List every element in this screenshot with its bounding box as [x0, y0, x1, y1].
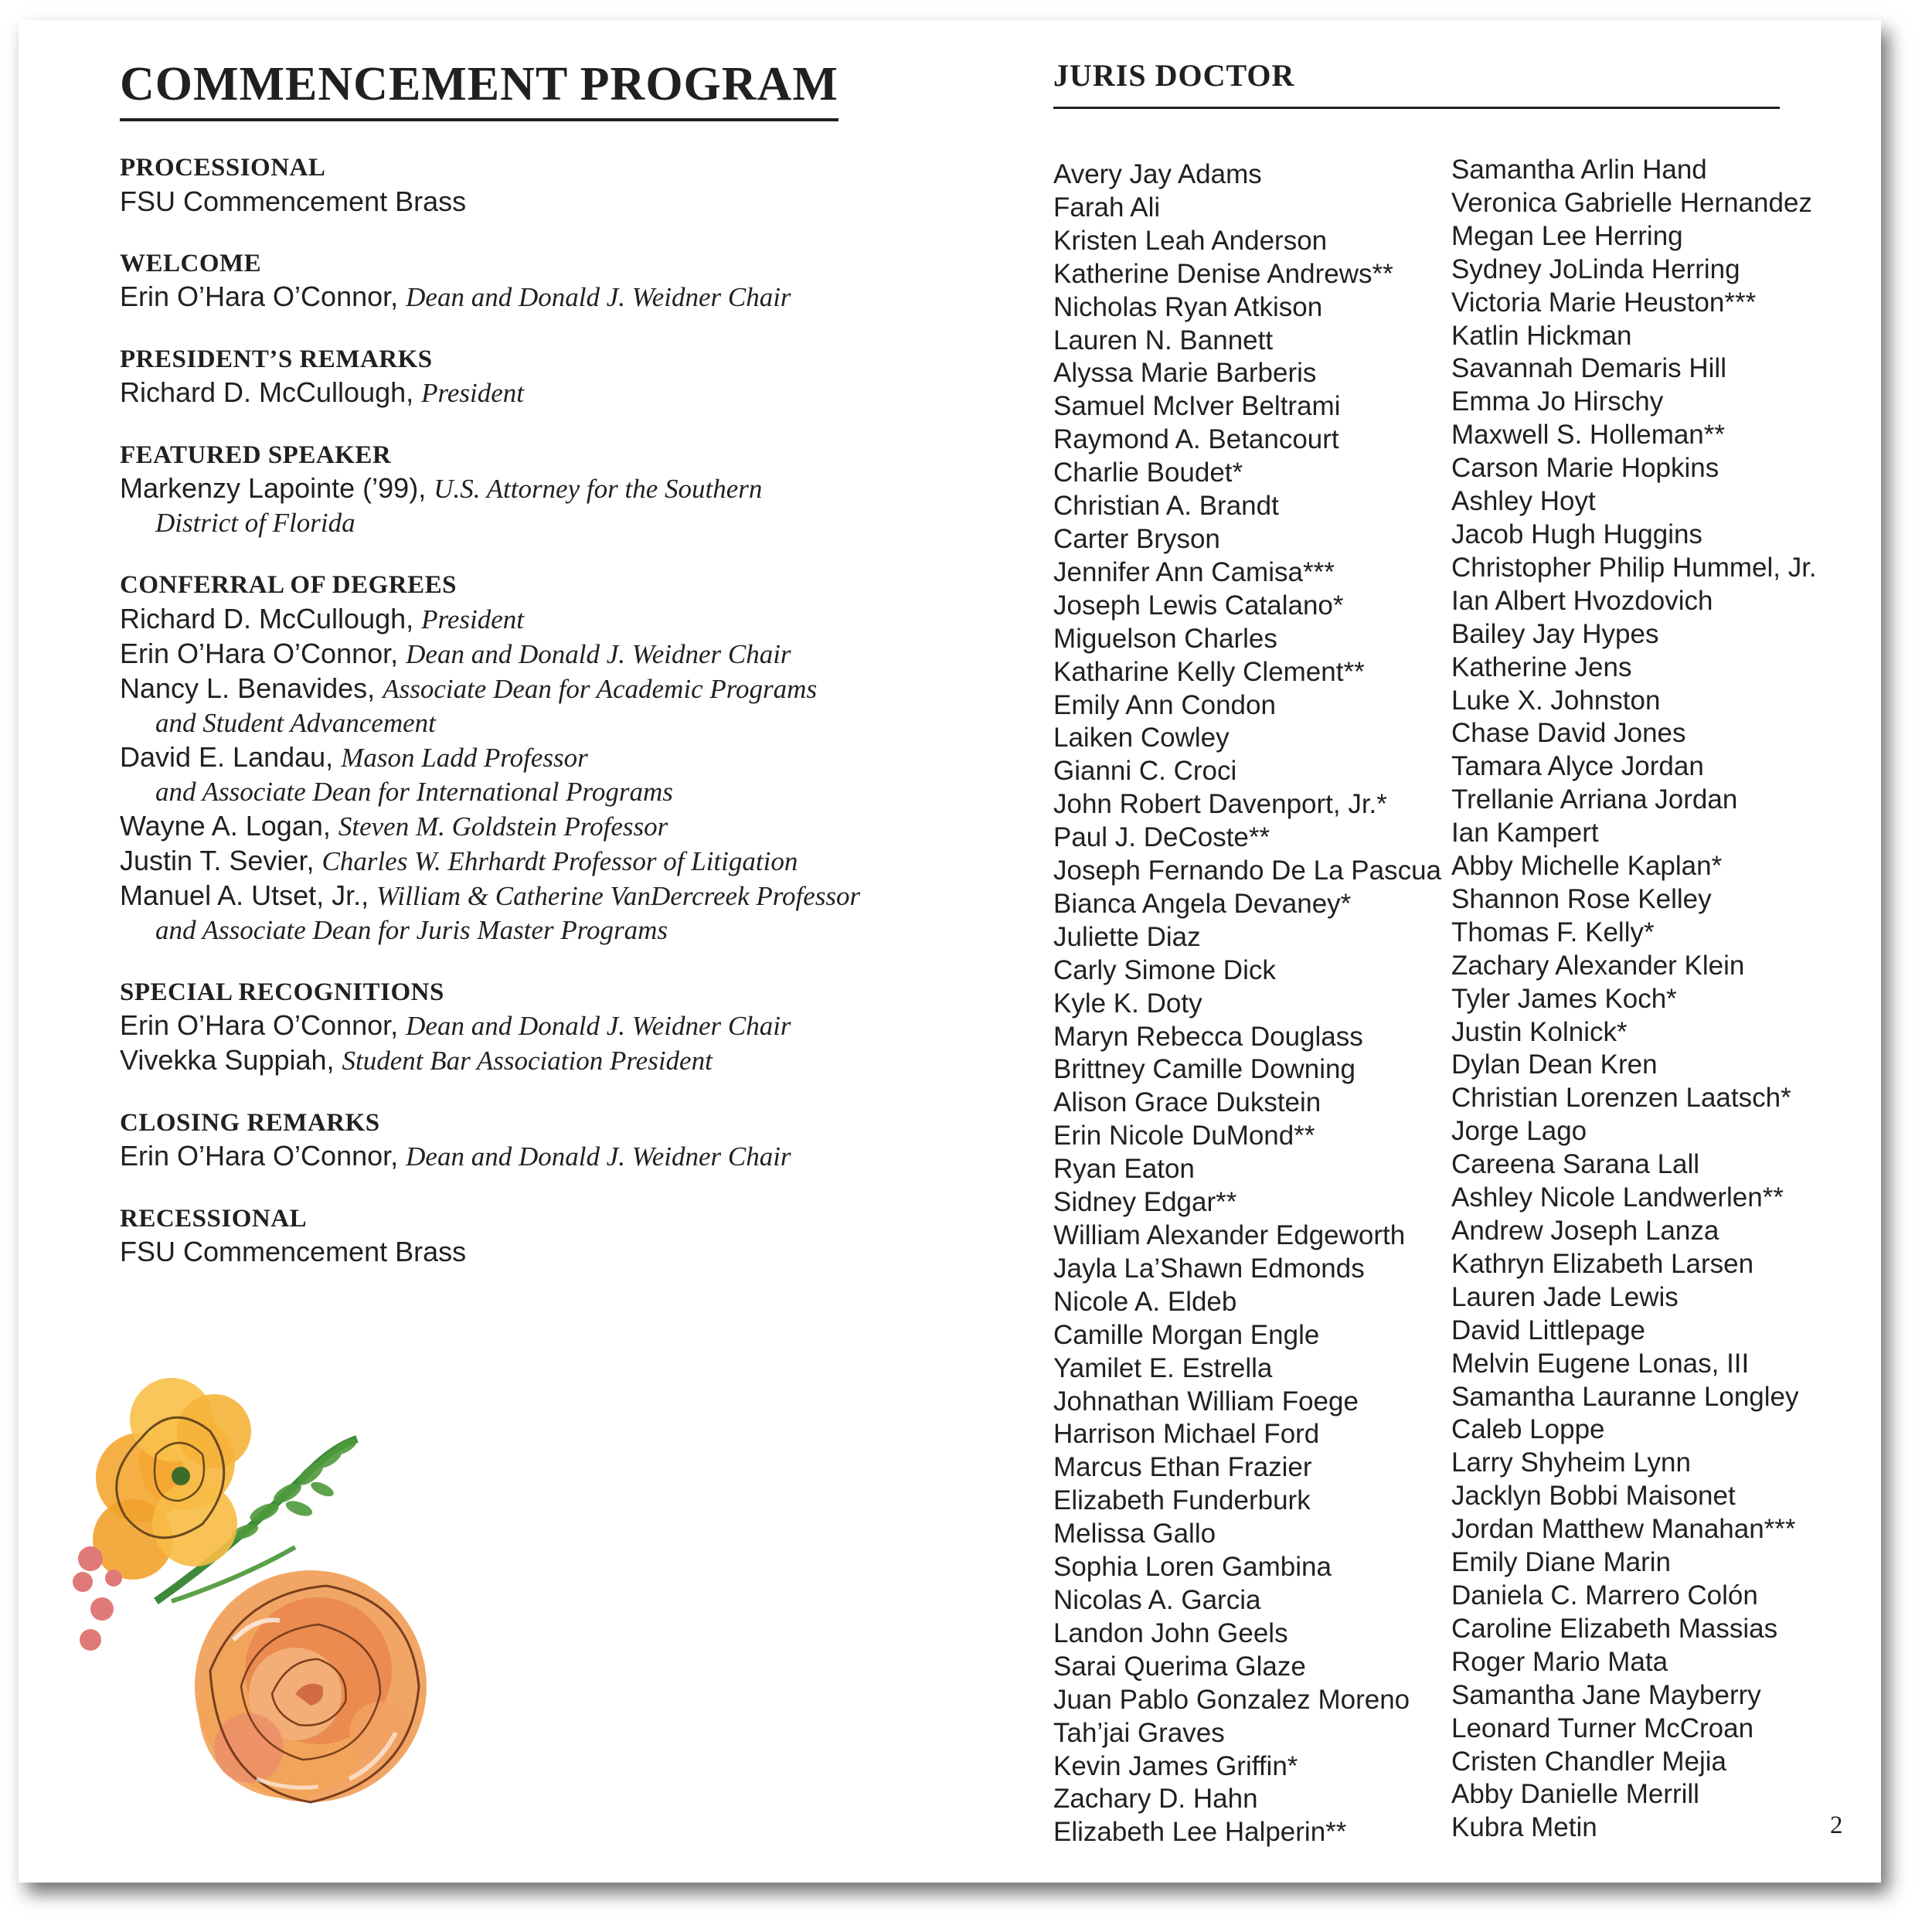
entry-role: Steven M. Goldstein Professor: [338, 811, 668, 842]
graduate-name: Bailey Jay Hypes: [1451, 618, 1659, 649]
graduate-name: Megan Lee Herring: [1451, 220, 1683, 251]
graduate-name: Roger Mario Mata: [1451, 1646, 1668, 1677]
graduate-name: Emma Jo Hirschy: [1451, 386, 1664, 417]
graduate-name: Victoria Marie Heuston***: [1451, 287, 1757, 318]
graduate-name: Jorge Lago: [1451, 1116, 1587, 1147]
entry-role: Mason Ladd Professor: [341, 742, 588, 773]
graduate-name: Jacob Hugh Huggins: [1451, 519, 1702, 549]
graduate-name: Elizabeth Funderburk: [1053, 1485, 1311, 1516]
graduate-name: Sidney Edgar**: [1053, 1187, 1237, 1218]
graduate-name: Juan Pablo Gonzalez Moreno: [1053, 1684, 1410, 1715]
program-entry: [120, 1235, 893, 1269]
graduate-name: Savannah Demaris Hill: [1451, 353, 1726, 384]
graduate-name: Carson Marie Hopkins: [1451, 453, 1719, 484]
graduate-name: Alyssa Marie Barberis: [1053, 358, 1317, 389]
graduate-name: Luke X. Johnston: [1451, 685, 1661, 716]
entry-role: Associate Dean for Academic Programs: [383, 673, 818, 704]
graduate-name: Samantha Jane Mayberry: [1451, 1679, 1761, 1710]
graduate-name: Paul J. DeCoste**: [1053, 822, 1270, 853]
graduate-name: Carter Bryson: [1053, 523, 1220, 554]
graduate-name: Dylan Dean Kren: [1451, 1049, 1658, 1080]
graduate-name: Emily Ann Condon: [1053, 689, 1276, 720]
graduate-name: Ryan Eaton: [1053, 1154, 1195, 1185]
graduate-name: Jennifer Ann Camisa***: [1053, 556, 1335, 587]
entry-name: Wayne A. Logan,: [120, 809, 331, 842]
graduate-name: Landon John Geels: [1053, 1617, 1288, 1648]
graduate-name: Marcus Ethan Frazier: [1053, 1452, 1312, 1483]
graduate-name: Emily Diane Marin: [1451, 1547, 1671, 1578]
graduate-name: Ashley Nicole Landwerlen**: [1451, 1182, 1784, 1213]
graduate-name: Katherine Jens: [1451, 651, 1632, 682]
graduate-name: Johnathan William Foege: [1053, 1386, 1359, 1417]
entry-name: Richard D. McCullough,: [120, 376, 414, 409]
graduate-name: Cristen Chandler Mejia: [1451, 1746, 1726, 1777]
graduate-name: Jacklyn Bobbi Maisonet: [1451, 1481, 1736, 1512]
graduates-column: [1053, 57, 1817, 1848]
entry-role-continued: and Associate Dean for International Programs: [155, 776, 673, 807]
entry-name: Justin T. Sevier,: [120, 844, 315, 876]
graduate-name: Melissa Gallo: [1053, 1519, 1216, 1549]
program-entry: [120, 1009, 893, 1043]
entry-role: Dean and Donald J. Weidner Chair: [406, 638, 791, 669]
entry-name: FSU Commencement Brass: [120, 1236, 467, 1268]
program-entry: [120, 809, 893, 844]
graduate-name: Thomas F. Kelly*: [1451, 917, 1655, 947]
program-entry: [120, 672, 893, 740]
graduate-name: Nicholas Ryan Atkison: [1053, 291, 1323, 322]
section-heading: PROCESSIONAL: [120, 154, 326, 182]
graduate-name: Miguelson Charles: [1053, 623, 1277, 654]
graduate-name: Harrison Michael Ford: [1053, 1419, 1320, 1450]
entry-role: Dean and Donald J. Weidner Chair: [406, 1010, 791, 1041]
graduate-name: Justin Kolnick*: [1451, 1016, 1628, 1047]
graduate-name: Abby Michelle Kaplan*: [1451, 851, 1723, 882]
section-heading: PRESIDENT’S REMARKS: [120, 345, 433, 373]
degree-heading: JURIS DOCTOR: [1053, 57, 1780, 109]
section-heading: CONFERRAL OF DEGREES: [120, 571, 457, 600]
entry-name: Richard D. McCullough,: [120, 602, 414, 634]
entry-name: Markenzy Lapointe (’99),: [120, 472, 427, 505]
graduate-name: Shannon Rose Kelley: [1451, 883, 1712, 914]
entry-role: President: [421, 378, 525, 409]
graduate-name: John Robert Davenport, Jr.*: [1053, 789, 1387, 820]
graduate-name: Kathryn Elizabeth Larsen: [1451, 1248, 1754, 1279]
entry-name: David E. Landau,: [120, 740, 334, 773]
program-entry: [120, 844, 893, 879]
graduate-name: Christian A. Brandt: [1053, 491, 1279, 522]
graduate-name: Laiken Cowley: [1053, 723, 1230, 753]
graduate-name: Lauren Jade Lewis: [1451, 1281, 1679, 1312]
section-heading: WELCOME: [120, 249, 262, 277]
graduate-name: Sophia Loren Gambina: [1053, 1552, 1332, 1583]
graduate-name: Christian Lorenzen Laatsch*: [1451, 1083, 1791, 1114]
program-entry: [120, 376, 893, 410]
entry-role: Charles W. Ehrhardt Professor of Litigation: [321, 845, 798, 876]
graduate-name: Jayla La’Shawn Edmonds: [1053, 1253, 1365, 1284]
graduate-name: Ashley Hoyt: [1451, 486, 1596, 517]
graduate-name: Avery Jay Adams: [1053, 159, 1262, 189]
graduate-column-2: [1451, 154, 1817, 1845]
graduate-name: Bianca Angela Devaney*: [1053, 888, 1352, 919]
program-entry: [120, 185, 893, 219]
graduate-column-1: [1053, 158, 1441, 1849]
section-conferral: [120, 570, 893, 947]
section-special: [120, 977, 893, 1078]
graduate-name: Chase David Jones: [1451, 718, 1686, 749]
graduate-name: Farah Ali: [1053, 192, 1161, 223]
entry-name: Erin O’Hara O’Connor,: [120, 1009, 399, 1041]
graduate-name: David Littlepage: [1451, 1315, 1645, 1345]
graduate-name: Zachary Alexander Klein: [1451, 950, 1745, 981]
graduate-name: Charlie Boudet*: [1053, 457, 1243, 488]
graduate-name: Sarai Querima Glaze: [1053, 1651, 1306, 1682]
graduate-name: William Alexander Edgeworth: [1053, 1220, 1406, 1250]
page-title: COMMENCEMENT PROGRAM: [120, 57, 838, 121]
graduate-name: Caroline Elizabeth Massias: [1451, 1613, 1778, 1644]
entry-name: Manuel A. Utset, Jr.,: [120, 879, 369, 911]
graduate-name: Yamilet E. Estrella: [1053, 1352, 1273, 1383]
graduate-name: Brittney Camille Downing: [1053, 1054, 1355, 1085]
section-recessional: [120, 1203, 893, 1269]
section-welcome: [120, 248, 893, 315]
program-entry: [120, 879, 893, 947]
entry-role-continued: and Student Advancement: [155, 707, 436, 738]
graduate-name: Daniela C. Marrero Colón: [1451, 1580, 1758, 1611]
graduate-name: Samuel McIver Beltrami: [1053, 391, 1341, 422]
program-entry: [120, 740, 893, 809]
entry-name: Erin O’Hara O’Connor,: [120, 1140, 399, 1172]
graduate-name: Juliette Diaz: [1053, 921, 1201, 952]
section-heading: CLOSING REMARKS: [120, 1108, 380, 1137]
program-entry: [120, 1139, 893, 1174]
page-number: 2: [1830, 1811, 1843, 1839]
graduate-name: Nicolas A. Garcia: [1053, 1584, 1261, 1615]
graduate-name: Sydney JoLinda Herring: [1451, 253, 1740, 284]
entry-role: President: [421, 604, 525, 634]
program-entry: [120, 637, 893, 672]
graduate-name: Christopher Philip Hummel, Jr.: [1451, 552, 1817, 583]
program-page: [19, 20, 1881, 1883]
entry-role: Dean and Donald J. Weidner Chair: [406, 1141, 791, 1172]
graduate-name: Maxwell S. Holleman**: [1451, 420, 1726, 451]
entry-role: U.S. Attorney for the Southern: [434, 474, 763, 505]
graduate-name: Carly Simone Dick: [1053, 954, 1276, 985]
graduate-name: Maryn Rebecca Douglass: [1053, 1021, 1363, 1052]
entry-role: William & Catherine VanDercreek Professor: [376, 880, 861, 911]
graduate-name: Camille Morgan Engle: [1053, 1319, 1320, 1350]
graduate-name: Raymond A. Betancourt: [1053, 424, 1339, 455]
program-entry: [120, 1043, 893, 1078]
graduate-name: Tah’jai Graves: [1053, 1717, 1225, 1748]
graduate-name: Katlin Hickman: [1451, 320, 1632, 351]
graduate-name: Alison Grace Dukstein: [1053, 1087, 1321, 1118]
graduate-name: Kevin James Griffin*: [1053, 1750, 1298, 1781]
graduate-name: Katharine Kelly Clement**: [1053, 656, 1365, 687]
section-heading: RECESSIONAL: [120, 1205, 308, 1233]
graduate-name: Joseph Lewis Catalano*: [1053, 590, 1344, 621]
entry-role-continued: and Associate Dean for Juris Master Programs: [155, 914, 668, 945]
graduate-name: Abby Danielle Merrill: [1451, 1779, 1699, 1810]
graduate-name: Kyle K. Doty: [1053, 988, 1202, 1019]
graduate-name: Caleb Loppe: [1451, 1414, 1605, 1445]
graduate-name: Ian Kampert: [1451, 818, 1599, 849]
watercolor-flower-icon: [56, 1346, 535, 1841]
graduate-name: Samantha Arlin Hand: [1451, 155, 1707, 185]
graduate-name: Ian Albert Hvozdovich: [1451, 585, 1713, 616]
graduate-name: Careena Sarana Lall: [1451, 1149, 1700, 1180]
graduate-name: Kubra Metin: [1451, 1812, 1597, 1843]
graduate-name: Erin Nicole DuMond**: [1053, 1121, 1315, 1151]
graduate-name: Samantha Lauranne Longley: [1451, 1381, 1799, 1412]
graduate-name: Jordan Matthew Manahan***: [1451, 1514, 1796, 1545]
graduate-name: Elizabeth Lee Halperin**: [1053, 1817, 1347, 1848]
program-entry: [120, 602, 893, 637]
entry-name: Nancy L. Benavides,: [120, 672, 376, 704]
graduate-name: Leonard Turner McCroan: [1451, 1713, 1754, 1743]
graduate-name: Tamara Alyce Jordan: [1451, 751, 1704, 782]
section-processional: [120, 152, 893, 218]
entry-name: Erin O’Hara O’Connor,: [120, 280, 399, 312]
section-president: [120, 344, 893, 410]
graduate-name: Joseph Fernando De La Pascua: [1053, 855, 1441, 886]
entry-role: Student Bar Association President: [342, 1045, 713, 1076]
graduate-name: Zachary D. Hahn: [1053, 1784, 1258, 1815]
graduate-name: Melvin Eugene Lonas, III: [1451, 1348, 1750, 1379]
program-column: [120, 57, 893, 1269]
graduate-name: Tyler James Koch*: [1451, 983, 1677, 1014]
entry-name: FSU Commencement Brass: [120, 185, 467, 217]
graduate-name: Andrew Joseph Lanza: [1451, 1216, 1719, 1246]
graduate-name: Gianni C. Croci: [1053, 756, 1237, 787]
graduate-name: Larry Shyheim Lynn: [1451, 1447, 1691, 1478]
graduate-name: Katherine Denise Andrews**: [1053, 258, 1393, 289]
graduate-name: Nicole A. Eldeb: [1053, 1286, 1237, 1317]
section-heading: SPECIAL RECOGNITIONS: [120, 978, 444, 1006]
program-entry: [120, 280, 893, 315]
graduate-name: Veronica Gabrielle Hernandez: [1451, 187, 1812, 218]
entry-role: Dean and Donald J. Weidner Chair: [406, 281, 791, 312]
section-speaker: [120, 440, 893, 540]
graduate-name: Lauren N. Bannett: [1053, 325, 1274, 355]
section-closing: [120, 1107, 893, 1174]
section-heading: FEATURED SPEAKER: [120, 441, 392, 470]
entry-name: Erin O’Hara O’Connor,: [120, 637, 399, 669]
entry-role-continued: District of Florida: [155, 508, 355, 539]
graduate-name: Kristen Leah Anderson: [1053, 225, 1328, 256]
graduate-name: Trellanie Arriana Jordan: [1451, 784, 1738, 815]
program-entry: [120, 471, 893, 540]
entry-name: Vivekka Suppiah,: [120, 1043, 335, 1076]
